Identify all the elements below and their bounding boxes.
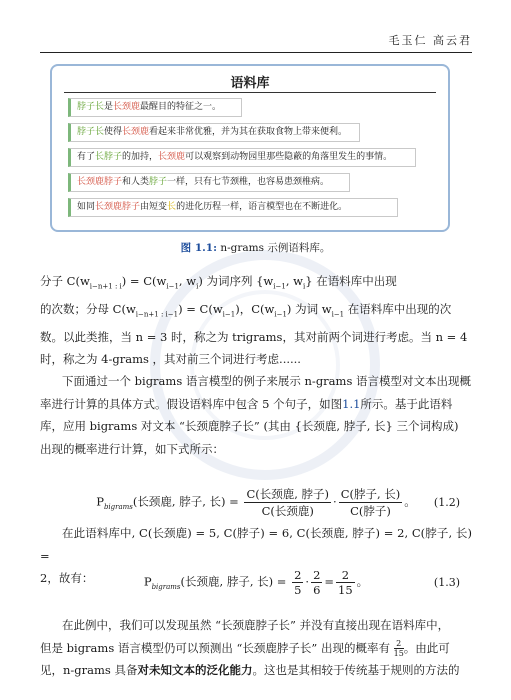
- p1-line-1: 分子 $C(w_{i-n+1 : i}) = C(w_{i-1}$, $w_i$) 为词序列 {$w_{i-1}$, $w_i$} 在语料库中出现: [40, 274, 397, 291]
- p2-line-4: 出现的概率进行计算，如下式所示：: [40, 441, 224, 456]
- caption-label: 图 1.1:: [180, 242, 217, 254]
- equation-number: (1.3): [433, 576, 460, 589]
- corpus-sentence: 如同长颈鹿脖子由短变长的进化历程一样，语言模型也在不断进化。: [68, 198, 398, 217]
- p4-line-3: 见，n-grams 具备对未知文本的泛化能力。这也是其相较于传统基于规则的方法的: [40, 663, 460, 677]
- equation-number: (1.2): [433, 496, 460, 509]
- header-authors: 毛玉仁 高云君: [388, 34, 472, 47]
- p2-line-1: 下面通过一个 bigrams 语言模型的例子来展示 n-grams 语言模型对文本出现概: [62, 374, 471, 388]
- p1-line-3: 数。以此类推，当 n = 3 时，称之为 trigrams，其对前两个词进行考虑。当 n = 4: [40, 329, 468, 344]
- corpus-sentence: 脖子长是长颈鹿最醒目的特征之一。: [68, 98, 242, 117]
- corpus-divider: [64, 92, 436, 93]
- p3-line-1: 在此语料库中, C(长颈鹿) = 5, C(脖子) = 6, C(长颈鹿, 脖子) = 2, C(脖子, 长) =: [40, 526, 472, 563]
- bold-phrase: 对未知文本的泛化能力: [137, 663, 253, 677]
- corpus-title: 语料库: [230, 76, 270, 91]
- corpus-figure: [50, 64, 450, 232]
- corpus-sentence: 长颈鹿脖子和人类脖子一样，只有七节颈椎，也容易患颈椎病。: [68, 173, 350, 192]
- p2-line-3: 库，应用 bigrams 对文本 “长颈鹿脖子长” (其由 {长颈鹿, 脖子, 长} 三个词构成): [40, 419, 459, 433]
- p1-line-4: 时，称之为 4-grams ，其对前三个词进行考虑......: [40, 352, 301, 367]
- p2-line-2: 率进行计算的具体方式。假设语料库中包含 5 个句子，如图1.1所示。基于此语料: [40, 396, 453, 411]
- figure-ref-link[interactable]: 1.1: [342, 396, 361, 411]
- paragraph-1: [40, 270, 472, 371]
- corpus-sentence: 脖子长使得长颈鹿看起来非常优雅，并为其在获取食物上带来便利。: [68, 123, 360, 142]
- p4-line-1: 在此例中，我们可以发现虽然 “长颈鹿脖子长” 并没有直接出现在语料库中，: [62, 618, 450, 632]
- figure-caption: [0, 240, 511, 255]
- p1-line-2: 的次数；分母 $C(w_{i-n+1 : i-1}) = C(w_{i-1})$，$C(w_{i-1})$ 为词 $w_{i-1}$ 在语料库中出现的次: [40, 301, 452, 319]
- caption-text: n-grams 示例语料库。: [216, 242, 331, 254]
- equation-1-3: $P_{bigrams}$(长颈鹿, 脖子, 长) = $\frac{2}{5}$ · $\frac{2}{6}$ = $\frac{2}{15}$ 。 (1.3): [143, 568, 460, 597]
- p4-line-2: 但是 bigrams 语言模型仍可以预测出 “长颈鹿脖子长” 出现的概率有 $\frac{2}{15}$。由此可: [40, 639, 450, 658]
- page-header: [40, 30, 472, 53]
- paragraph-2: [40, 370, 472, 460]
- corpus-sentence: 有了长脖子的加持，长颈鹿可以观察到动物园里那些隐蔽的角落里发生的事情。: [68, 148, 416, 167]
- paragraph-4: [40, 614, 472, 682]
- p3-line-2: 2，故有：: [40, 571, 94, 585]
- equation-1-2: $P_{bigrams}$(长颈鹿, 脖子, 长) = $\frac{\text{C(长颈鹿, 脖子)}}{\text{C(长颈鹿)}}$ · $\frac{\text{C(脖子, 长)}}{\text{C(脖子)}}$ 。 (1.2): [96, 487, 460, 518]
